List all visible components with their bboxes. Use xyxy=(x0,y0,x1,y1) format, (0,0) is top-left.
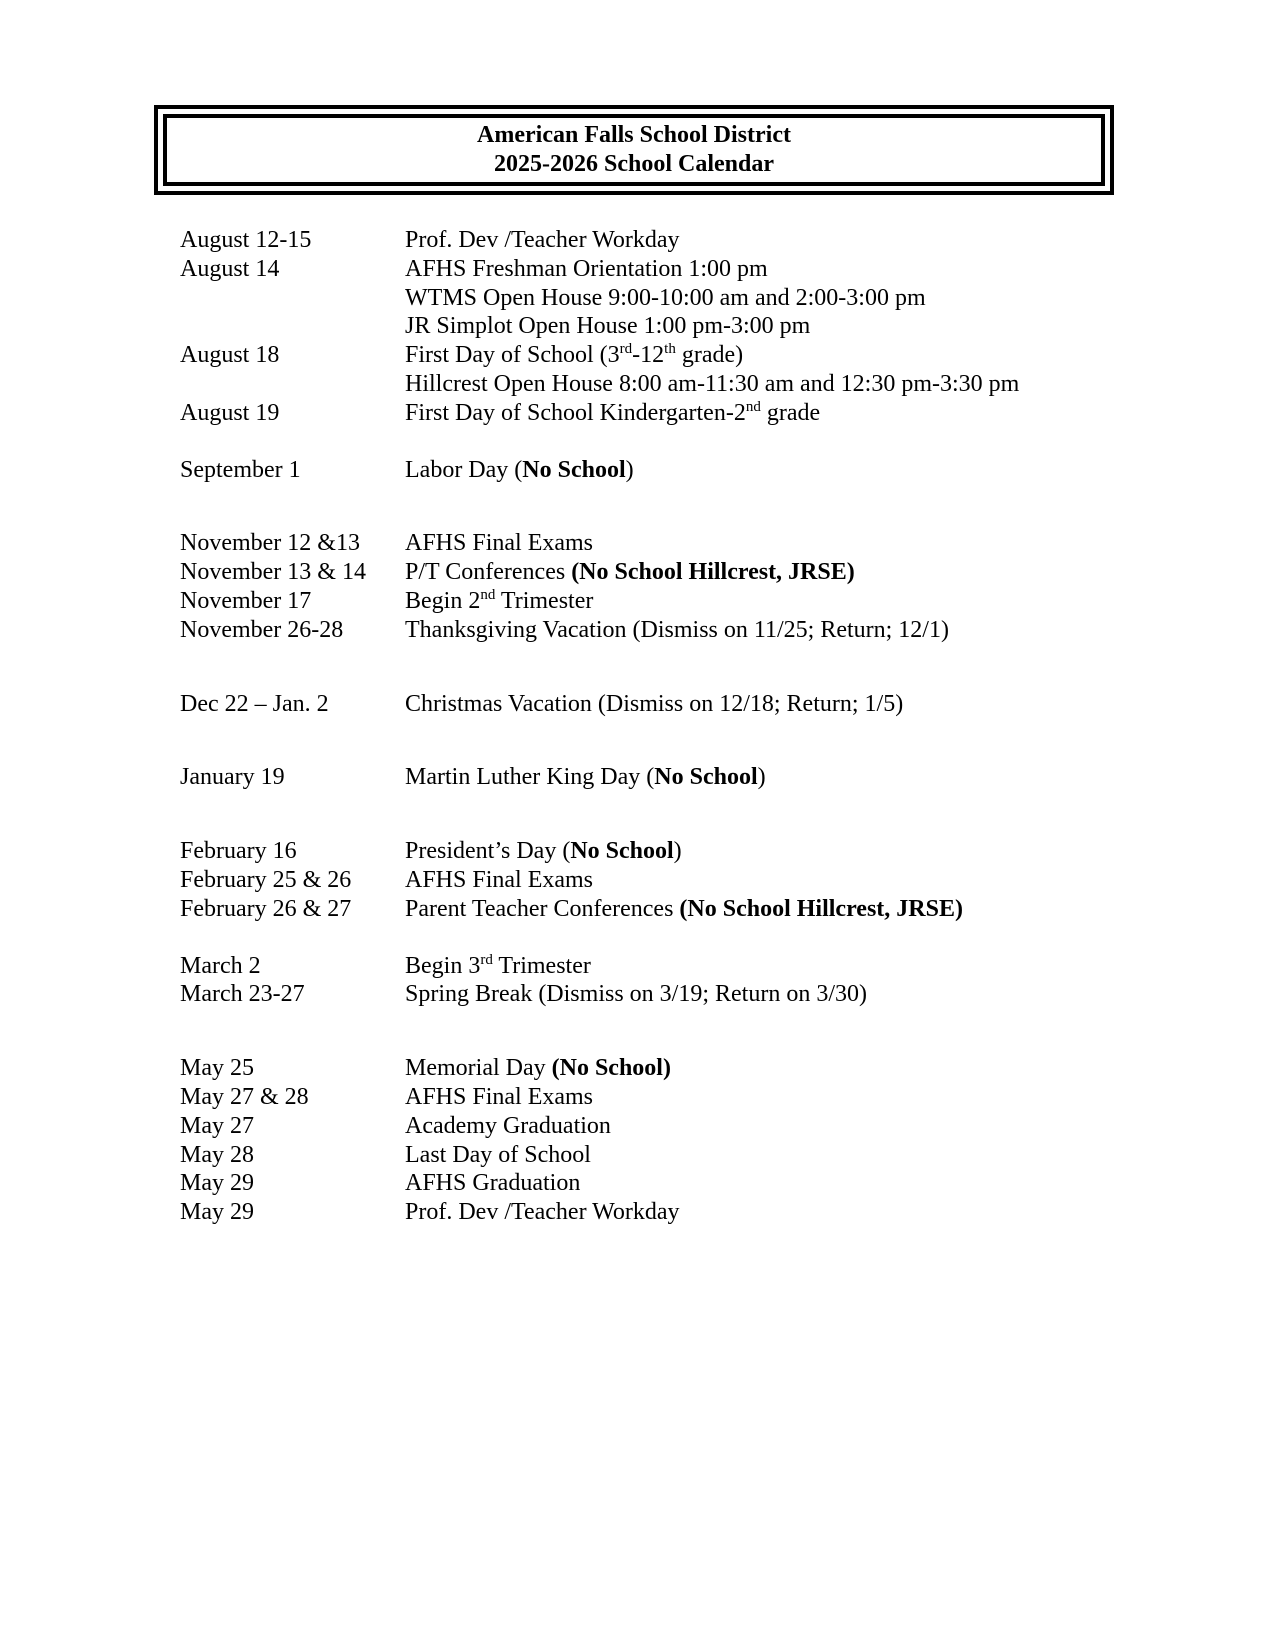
event-date: May 29 xyxy=(180,1199,254,1226)
event-row xyxy=(180,763,1140,792)
event-row xyxy=(180,1198,1140,1227)
event-row xyxy=(180,370,1140,399)
event-description xyxy=(405,837,682,866)
section-spacer xyxy=(180,1009,1140,1054)
ordinal-suffix: rd xyxy=(480,951,493,968)
event-text: Trimester xyxy=(492,952,591,979)
event-description: AFHS Final Exams xyxy=(405,866,594,893)
event-description xyxy=(405,895,963,924)
event-text: grade) xyxy=(675,342,744,369)
event-date: May 29 xyxy=(180,1170,254,1197)
ordinal-suffix: nd xyxy=(745,398,761,415)
event-description: Spring Break (Dismiss on 3/19; Return on 3/30) xyxy=(405,981,867,1008)
event-row xyxy=(180,558,1140,587)
event-description: Last Day of School xyxy=(405,1141,591,1168)
event-text: ) xyxy=(673,838,682,865)
event-description: JR Simplot Open House 1:00 pm-3:00 pm xyxy=(405,313,811,340)
event-description xyxy=(405,456,634,485)
event-date: November 12 &13 xyxy=(180,530,360,557)
event-text: Begin 3 xyxy=(405,952,481,979)
no-school-note: (No School Hillcrest, JRSE) xyxy=(679,895,963,922)
event-date: May 27 xyxy=(180,1112,254,1139)
event-description xyxy=(405,587,593,616)
event-description: AFHS Graduation xyxy=(405,1170,581,1197)
event-text: ) xyxy=(625,456,634,483)
section-spacer xyxy=(180,645,1140,690)
event-row xyxy=(180,1141,1140,1170)
no-school-note: (No School) xyxy=(551,1055,671,1082)
event-description: Academy Graduation xyxy=(405,1112,611,1139)
event-row xyxy=(180,341,1140,370)
event-text: Memorial Day xyxy=(405,1055,552,1082)
event-description: Hillcrest Open House 8:00 am-11:30 am and 12:30 pm-3:30 pm xyxy=(405,370,1020,397)
event-description: Prof. Dev /Teacher Workday xyxy=(405,1199,680,1226)
event-date: January 19 xyxy=(180,764,285,791)
event-row xyxy=(180,226,1140,255)
event-row xyxy=(180,456,1140,485)
event-text: Begin 2 xyxy=(405,587,481,614)
calendar-title: 2025-2026 School Calendar xyxy=(493,151,774,177)
no-school-note: (No School Hillcrest, JRSE) xyxy=(571,559,855,586)
no-school-note: No School xyxy=(570,838,674,865)
header-box xyxy=(154,105,1114,195)
event-date: Dec 22 – Jan. 2 xyxy=(180,690,329,717)
no-school-note: No School xyxy=(654,764,758,791)
event-description xyxy=(405,952,591,981)
header-inner-border xyxy=(163,114,1105,186)
calendar-list xyxy=(180,226,1140,1227)
event-date: August 19 xyxy=(180,399,280,426)
event-text: Trimester xyxy=(495,587,594,614)
ordinal-suffix: th xyxy=(664,341,676,358)
event-date: November 17 xyxy=(180,587,312,614)
event-text: P/T Conferences xyxy=(405,559,572,586)
event-row xyxy=(180,1169,1140,1198)
event-description xyxy=(405,399,820,428)
event-date: August 12-15 xyxy=(180,227,312,253)
event-date: August 18 xyxy=(180,342,280,369)
section-spacer xyxy=(180,792,1140,837)
district-name: American Falls School District xyxy=(477,122,791,148)
event-row xyxy=(180,690,1140,719)
event-row xyxy=(180,399,1140,428)
event-text: Martin Luther King Day ( xyxy=(405,764,655,791)
section-spacer xyxy=(180,924,1140,952)
ordinal-suffix: rd xyxy=(619,341,633,358)
section-spacer xyxy=(180,718,1140,763)
event-description: Prof. Dev /Teacher Workday xyxy=(405,227,680,253)
event-description xyxy=(405,1054,671,1083)
event-row xyxy=(180,837,1140,866)
event-date: May 28 xyxy=(180,1141,254,1168)
event-row xyxy=(180,952,1140,981)
event-text: -12 xyxy=(632,342,665,369)
ordinal-suffix: nd xyxy=(480,586,496,603)
section-spacer xyxy=(180,428,1140,456)
event-date: February 25 & 26 xyxy=(180,866,352,893)
event-description xyxy=(405,558,855,587)
event-date: November 13 & 14 xyxy=(180,559,366,586)
event-row xyxy=(180,255,1140,284)
event-date: March 23-27 xyxy=(180,981,305,1008)
event-description: Thanksgiving Vacation (Dismiss on 11/25; Return; 12/1) xyxy=(405,616,949,643)
event-date: February 26 & 27 xyxy=(180,895,352,922)
event-date: May 25 xyxy=(180,1055,254,1082)
event-text: Parent Teacher Conferences xyxy=(405,895,680,922)
event-row xyxy=(180,866,1140,895)
event-text: Labor Day ( xyxy=(405,456,523,483)
event-text: First Day of School Kindergarten-2 xyxy=(405,399,746,426)
section-spacer xyxy=(180,484,1140,529)
event-text: President’s Day ( xyxy=(405,838,571,865)
event-description xyxy=(405,763,766,792)
event-row xyxy=(180,1083,1140,1112)
event-date: September 1 xyxy=(180,456,301,483)
event-row xyxy=(180,895,1140,924)
event-date: February 16 xyxy=(180,838,297,865)
event-date: November 26-28 xyxy=(180,616,344,643)
event-description xyxy=(405,341,743,370)
event-row xyxy=(180,980,1140,1009)
event-description: Christmas Vacation (Dismiss on 12/18; Return; 1/5) xyxy=(405,690,904,717)
event-row xyxy=(180,1054,1140,1083)
event-description: AFHS Freshman Orientation 1:00 pm xyxy=(405,255,768,282)
event-row xyxy=(180,587,1140,616)
event-text: ) xyxy=(757,764,766,791)
event-date: August 14 xyxy=(180,255,280,282)
event-text: grade xyxy=(760,399,821,426)
event-row xyxy=(180,312,1140,341)
event-row xyxy=(180,616,1140,645)
event-description: AFHS Final Exams xyxy=(405,530,594,557)
event-row xyxy=(180,1112,1140,1141)
event-date: May 27 & 28 xyxy=(180,1083,309,1110)
event-description: WTMS Open House 9:00-10:00 am and 2:00-3:00 pm xyxy=(405,284,926,311)
event-date: March 2 xyxy=(180,952,261,979)
event-row xyxy=(180,529,1140,558)
no-school-note: No School xyxy=(522,456,626,483)
event-text: First Day of School (3 xyxy=(405,342,620,369)
event-description: AFHS Final Exams xyxy=(405,1083,594,1110)
event-row xyxy=(180,284,1140,313)
